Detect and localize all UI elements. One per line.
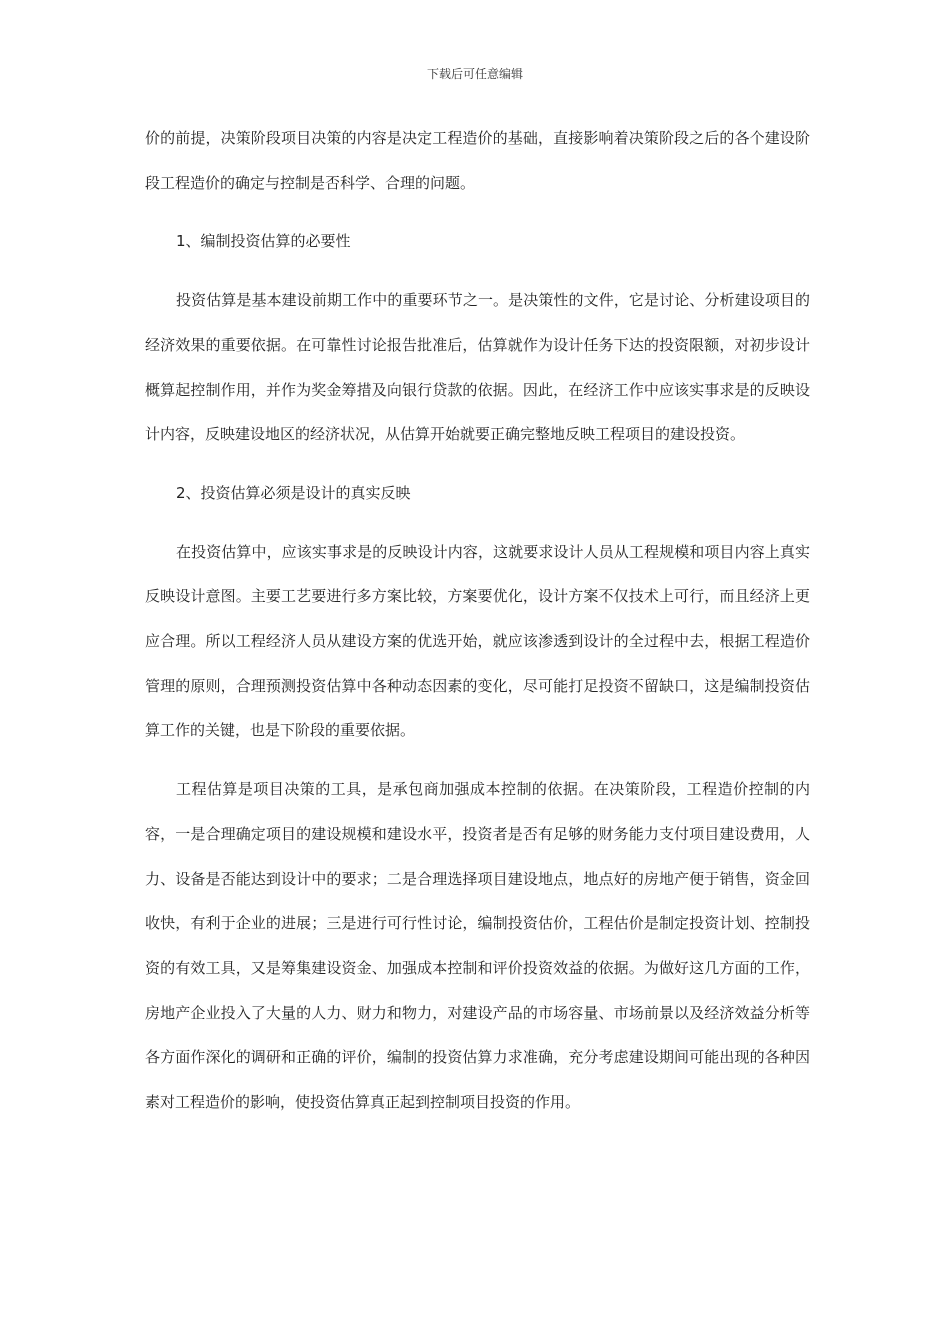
document-body — [145, 116, 810, 1125]
section-heading-2: 2、投资估算必须是设计的真实反映 — [176, 483, 411, 502]
paragraph-2: 在投资估算中，应该实事求是的反映设计内容，这就要求设计人员从工程规模和项目内容上真实反映设计意图。主要工艺要进行多方案比较，方案要优化，设计方案不仅技术上可行，而且经济上更应合理。所以工程经济人员从建设方案的优选开始，就应该渗透到设计的全过程中去，根据工程造价管理的原则，合理预测投资估算中各种动态因素的变化，尽可能打足投资不留缺口，这是编制投资估算工作的关键，也是下阶段的重要依据。 — [145, 542, 810, 740]
header-note: 下载后可任意编辑 — [426, 67, 523, 81]
section-heading-1: 1、编制投资估算的必要性 — [176, 232, 351, 251]
paragraph-intro: 价的前提，决策阶段项目决策的内容是决定工程造价的基础，直接影响着决策阶段之后的各个建设阶段工程造价的确定与控制是否科学、合理的问题。 — [145, 129, 810, 192]
paragraph-3: 工程估算是项目决策的工具，是承包商加强成本控制的依据。在决策阶段，工程造价控制的内容，一是合理确定项目的建设规模和建设水平，投资者是否有足够的财务能力支付项目建设费用，人力、设备是否能达到设计中的要求；二是合理选择项目建设地点，地点好的房地产便于销售，资金回收快，有利于企业的进展；三是进行可行性讨论，编制投资估价，工程估价是制定投资计划、控制投资的有效工具，又是筹集建设资金、加强成本控制和评价投资效益的依据。为做好这几方面的工作，房地产企业投入了大量的人力、财力和物力，对建设产品的市场容量、市场前景以及经济效益分析等各方面作深化的调研和正确的评价，编制的投资估算力求准确，充分考虑建设期间可能出现的各种因素对工程造价的影响，使投资估算真正起到控制项目投资的作用。 — [145, 780, 810, 1112]
paragraph-1: 投资估算是基本建设前期工作中的重要环节之一。是决策性的文件，它是讨论、分析建设项目的经济效果的重要依据。在可靠性讨论报告批准后，估算就作为设计任务下达的投资限额，对初步设计概算起控制作用，并作为奖金筹措及向银行贷款的依据。因此，在经济工作中应该实事求是的反映设计内容，反映建设地区的经济状况，从估算开始就要正确完整地反映工程项目的建设投资。 — [145, 291, 810, 444]
